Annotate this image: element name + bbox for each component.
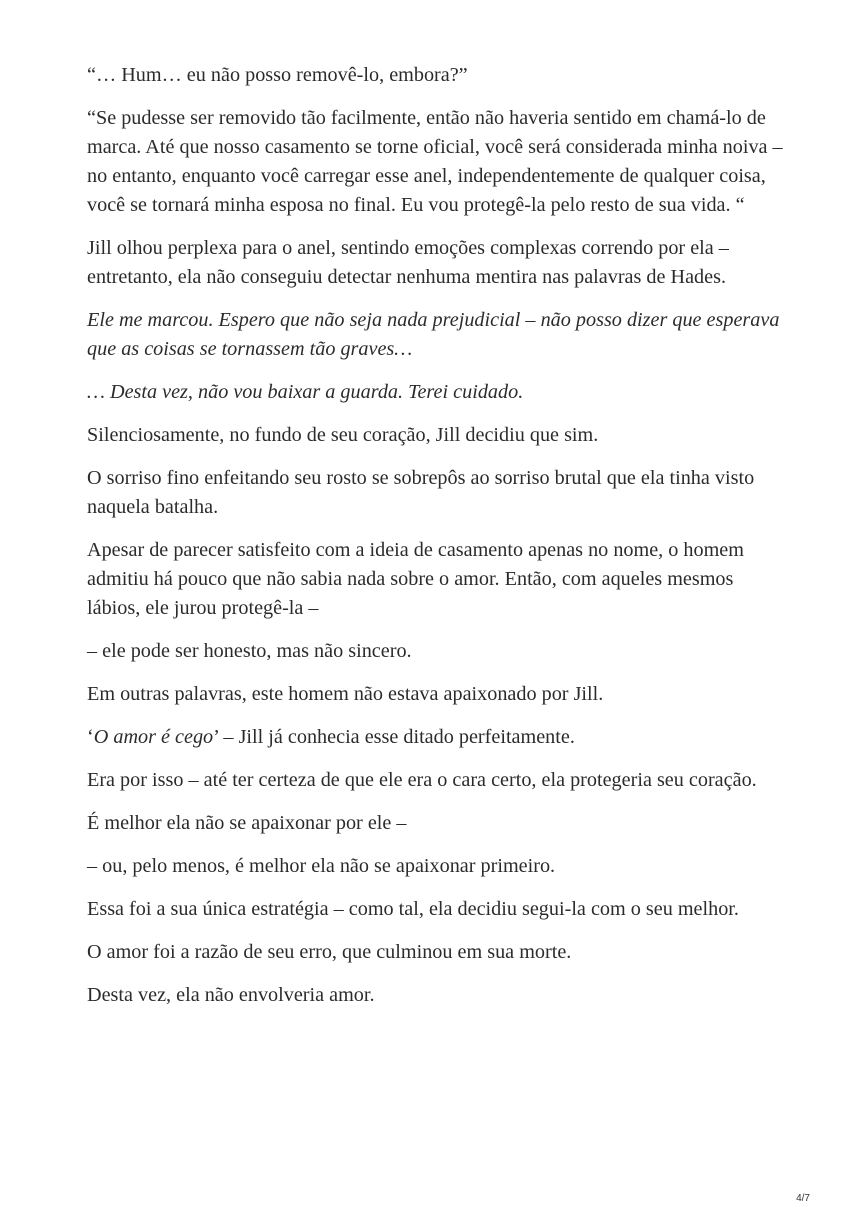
paragraph-17: Desta vez, ela não envolveria amor. xyxy=(87,984,375,1006)
paragraph-11 xyxy=(87,723,787,752)
italic-saying: O amor é cego xyxy=(93,726,214,748)
paragraph-9: – ele pode ser honesto, mas não sincero. xyxy=(87,640,412,662)
paragraph-13: É melhor ela não se apaixonar por ele – xyxy=(87,812,407,834)
paragraph-7: O sorriso fino enfeitando seu rosto se sobrepôs ao sorriso brutal que ela tinha visto naquela batalha. xyxy=(87,467,755,518)
paragraph-10: Em outras palavras, este homem não estava apaixonado por Jill. xyxy=(87,683,604,705)
page-number: 4/7 xyxy=(796,1193,810,1204)
paragraph-16: O amor foi a razão de seu erro, que culminou em sua morte. xyxy=(87,941,572,963)
paragraph-12: Era por isso – até ter certeza de que ele era o cara certo, ela protegeria seu coração. xyxy=(87,769,757,791)
paragraph-8: Apesar de parecer satisfeito com a ideia de casamento apenas no nome, o homem admitiu há pouco que não sabia nada sobre o amor. Então, com aqueles mesmos lábios, ele jurou protegê-la – xyxy=(87,539,744,619)
paragraph-15: Essa foi a sua única estratégia – como tal, ela decidiu segui-la com o seu melhor. xyxy=(87,898,739,920)
paragraph-1: “… Hum… eu não posso removê-lo, embora?” xyxy=(87,64,468,86)
paragraph-2: “Se pudesse ser removido tão facilmente, então não haveria sentido em chamá-lo de marca. Até que nosso casamento se torne oficial, você será considerada minha noiva – no entanto, enquanto você carregar esse anel, independentemente de qualquer coisa, você se tornará minha esposa no final. Eu vou protegê-la pelo resto de sua vida. “ xyxy=(87,107,783,216)
paragraph-4-italic-thought: Ele me marcou. Espero que não seja nada prejudicial – não posso dizer que esperava que as coisas se tornassem tão graves… xyxy=(87,309,780,360)
quote-open-mark: ‘ xyxy=(87,726,94,748)
paragraph-14: – ou, pelo menos, é melhor ela não se apaixonar primeiro. xyxy=(87,855,556,877)
paragraph-6: Silenciosamente, no fundo de seu coração, Jill decidiu que sim. xyxy=(87,424,599,446)
document-page xyxy=(87,61,787,1024)
paragraph-11-rest: ’ – Jill já conhecia esse ditado perfeitamente. xyxy=(213,726,575,748)
paragraph-5-italic-thought: … Desta vez, não vou baixar a guarda. Terei cuidado. xyxy=(87,381,524,403)
paragraph-3: Jill olhou perplexa para o anel, sentindo emoções complexas correndo por ela – entretanto, ela não conseguiu detectar nenhuma mentira nas palavras de Hades. xyxy=(87,237,729,288)
